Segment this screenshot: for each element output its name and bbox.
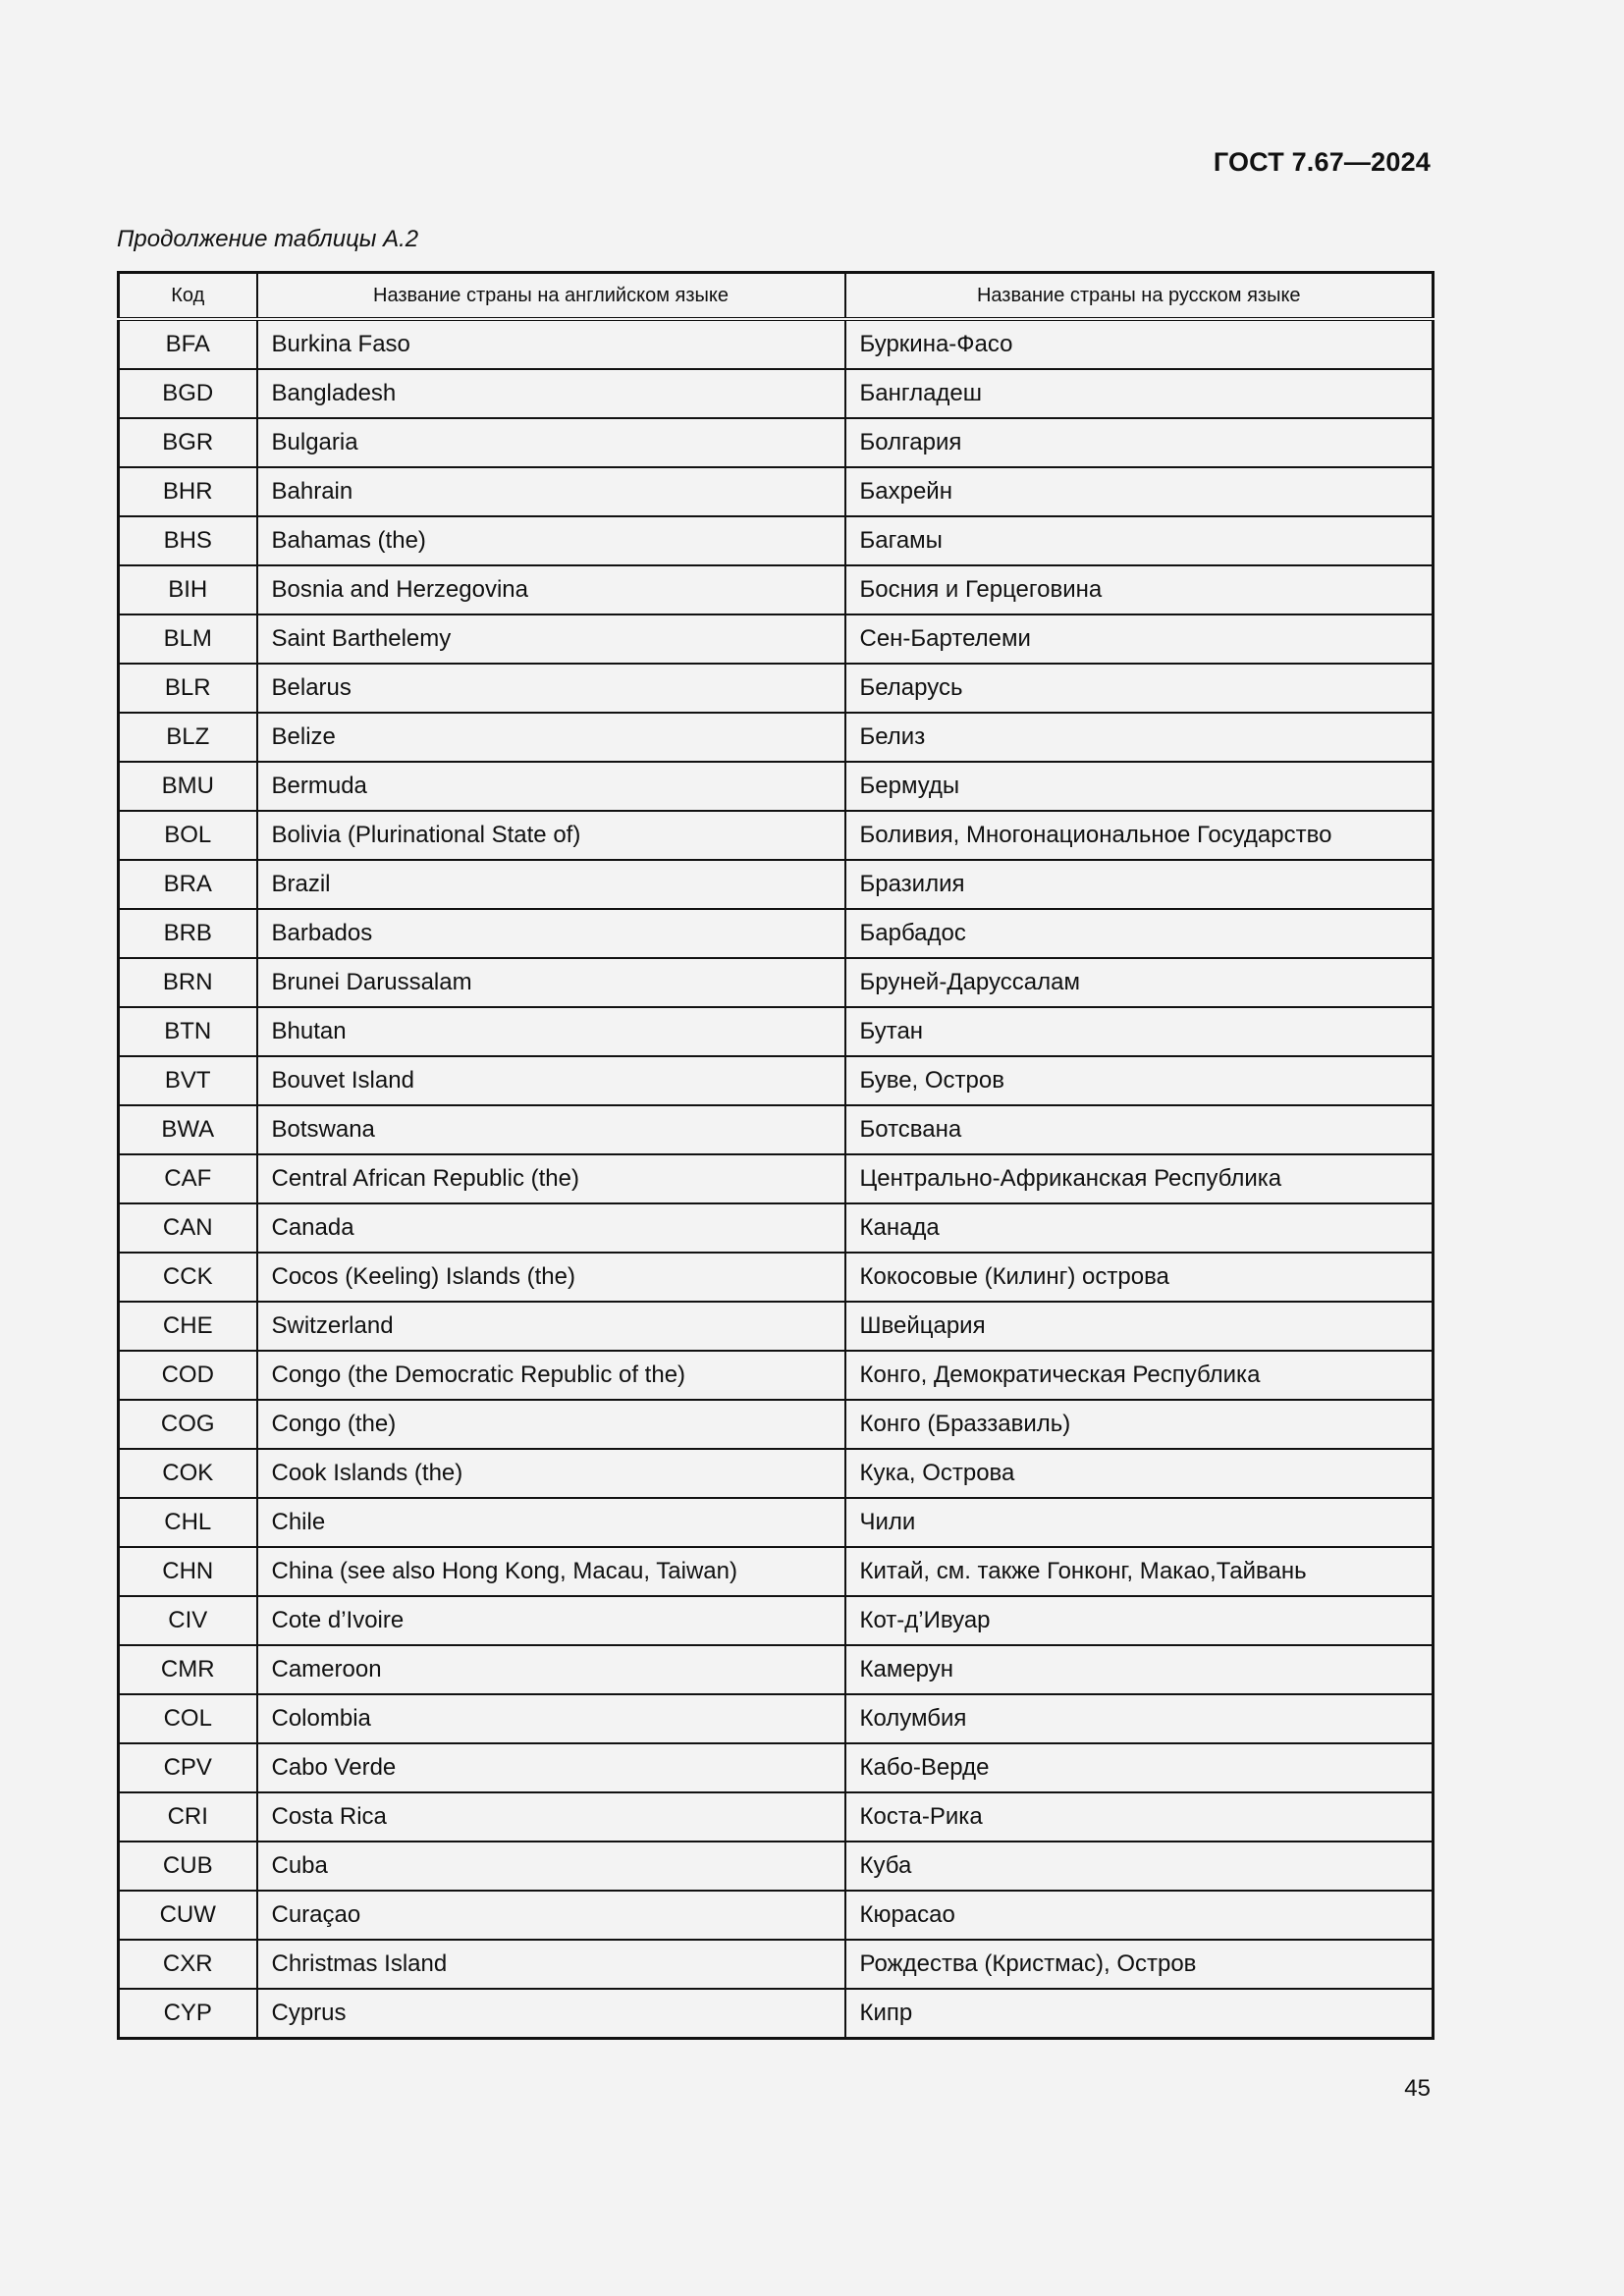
cell-code: BRN <box>119 958 257 1007</box>
cell-code: CIV <box>119 1596 257 1645</box>
table-row <box>119 1056 1434 1105</box>
cell-english-name: Belarus <box>257 664 845 713</box>
cell-russian-name: Бермуды <box>845 762 1434 811</box>
cell-russian-name: Кабо-Верде <box>845 1743 1434 1792</box>
cell-code: CPV <box>119 1743 257 1792</box>
cell-code: CMR <box>119 1645 257 1694</box>
cell-code: BGR <box>119 418 257 467</box>
table-row <box>119 664 1434 713</box>
table-header-row <box>119 273 1434 320</box>
cell-english-name: Bhutan <box>257 1007 845 1056</box>
table-row <box>119 1154 1434 1203</box>
cell-code: BRA <box>119 860 257 909</box>
cell-russian-name: Швейцария <box>845 1302 1434 1351</box>
cell-code: CAN <box>119 1203 257 1253</box>
column-header-code: Код <box>119 273 257 320</box>
table-row <box>119 1547 1434 1596</box>
cell-english-name: Cocos (Keeling) Islands (the) <box>257 1253 845 1302</box>
cell-russian-name: Кокосовые (Килинг) острова <box>845 1253 1434 1302</box>
cell-english-name: Saint Barthelemy <box>257 614 845 664</box>
cell-russian-name: Куба <box>845 1842 1434 1891</box>
cell-english-name: Colombia <box>257 1694 845 1743</box>
table-row <box>119 1498 1434 1547</box>
cell-russian-name: Белиз <box>845 713 1434 762</box>
table-row <box>119 1351 1434 1400</box>
cell-russian-name: Сен-Бартелеми <box>845 614 1434 664</box>
table-row <box>119 1203 1434 1253</box>
cell-english-name: China (see also Hong Kong, Macau, Taiwan) <box>257 1547 845 1596</box>
cell-russian-name: Китай, см. также Гонконг, Макао,Тайвань <box>845 1547 1434 1596</box>
table-row <box>119 1891 1434 1940</box>
cell-russian-name: Буве, Остров <box>845 1056 1434 1105</box>
table-row <box>119 516 1434 565</box>
cell-english-name: Chile <box>257 1498 845 1547</box>
table-row <box>119 1449 1434 1498</box>
cell-russian-name: Конго (Браззавиль) <box>845 1400 1434 1449</box>
cell-english-name: Botswana <box>257 1105 845 1154</box>
cell-russian-name: Кука, Острова <box>845 1449 1434 1498</box>
cell-code: BHR <box>119 467 257 516</box>
table-caption: Продолжение таблицы А.2 <box>117 226 419 252</box>
cell-code: BHS <box>119 516 257 565</box>
table-row <box>119 713 1434 762</box>
document-standard-number: ГОСТ 7.67—2024 <box>1213 147 1431 177</box>
cell-english-name: Cameroon <box>257 1645 845 1694</box>
cell-english-name: Switzerland <box>257 1302 845 1351</box>
cell-russian-name: Босния и Герцеговина <box>845 565 1434 614</box>
cell-code: BLR <box>119 664 257 713</box>
cell-english-name: Bosnia and Herzegovina <box>257 565 845 614</box>
table-row <box>119 1842 1434 1891</box>
cell-code: COD <box>119 1351 257 1400</box>
cell-english-name: Cabo Verde <box>257 1743 845 1792</box>
cell-code: BOL <box>119 811 257 860</box>
cell-english-name: Central African Republic (the) <box>257 1154 845 1203</box>
cell-russian-name: Кипр <box>845 1989 1434 2039</box>
cell-russian-name: Бахрейн <box>845 467 1434 516</box>
table-row <box>119 319 1434 369</box>
cell-english-name: Cote d’Ivoire <box>257 1596 845 1645</box>
table-row <box>119 565 1434 614</box>
cell-russian-name: Канада <box>845 1203 1434 1253</box>
cell-code: CXR <box>119 1940 257 1989</box>
cell-english-name: Belize <box>257 713 845 762</box>
cell-russian-name: Чили <box>845 1498 1434 1547</box>
cell-russian-name: Барбадос <box>845 909 1434 958</box>
table-row <box>119 1694 1434 1743</box>
table-row <box>119 418 1434 467</box>
cell-english-name: Curaçao <box>257 1891 845 1940</box>
cell-english-name: Bahamas (the) <box>257 516 845 565</box>
cell-english-name: Bangladesh <box>257 369 845 418</box>
cell-russian-name: Боливия, Многонациональное Государство <box>845 811 1434 860</box>
cell-russian-name: Коста-Рика <box>845 1792 1434 1842</box>
cell-code: BRB <box>119 909 257 958</box>
cell-english-name: Brazil <box>257 860 845 909</box>
cell-english-name: Cuba <box>257 1842 845 1891</box>
cell-code: CHE <box>119 1302 257 1351</box>
cell-english-name: Bolivia (Plurinational State of) <box>257 811 845 860</box>
cell-code: BWA <box>119 1105 257 1154</box>
cell-russian-name: Бразилия <box>845 860 1434 909</box>
cell-russian-name: Рождества (Кристмас), Остров <box>845 1940 1434 1989</box>
cell-code: BLM <box>119 614 257 664</box>
cell-russian-name: Центрально-Африканская Республика <box>845 1154 1434 1203</box>
table-row <box>119 1400 1434 1449</box>
cell-code: COL <box>119 1694 257 1743</box>
cell-english-name: Bahrain <box>257 467 845 516</box>
cell-code: BTN <box>119 1007 257 1056</box>
cell-code: CRI <box>119 1792 257 1842</box>
cell-russian-name: Бруней-Даруссалам <box>845 958 1434 1007</box>
cell-english-name: Canada <box>257 1203 845 1253</box>
cell-english-name: Congo (the) <box>257 1400 845 1449</box>
cell-russian-name: Кот-д’Ивуар <box>845 1596 1434 1645</box>
cell-english-name: Bermuda <box>257 762 845 811</box>
cell-russian-name: Конго, Демократическая Республика <box>845 1351 1434 1400</box>
page-number: 45 <box>1404 2075 1431 2102</box>
cell-code: CUW <box>119 1891 257 1940</box>
cell-russian-name: Кюрасао <box>845 1891 1434 1940</box>
cell-russian-name: Ботсвана <box>845 1105 1434 1154</box>
table-row <box>119 1253 1434 1302</box>
cell-russian-name: Камерун <box>845 1645 1434 1694</box>
cell-russian-name: Болгария <box>845 418 1434 467</box>
cell-code: COG <box>119 1400 257 1449</box>
cell-russian-name: Беларусь <box>845 664 1434 713</box>
cell-russian-name: Буркина-Фасо <box>845 319 1434 369</box>
cell-russian-name: Багамы <box>845 516 1434 565</box>
column-header-russian-name: Название страны на русском языке <box>845 273 1434 320</box>
cell-english-name: Bouvet Island <box>257 1056 845 1105</box>
column-header-english-name: Название страны на английском языке <box>257 273 845 320</box>
cell-code: CHN <box>119 1547 257 1596</box>
cell-code: CCK <box>119 1253 257 1302</box>
cell-code: BVT <box>119 1056 257 1105</box>
cell-code: COK <box>119 1449 257 1498</box>
cell-english-name: Burkina Faso <box>257 319 845 369</box>
table-body <box>119 319 1434 2039</box>
table-row <box>119 909 1434 958</box>
cell-english-name: Costa Rica <box>257 1792 845 1842</box>
table-row <box>119 1302 1434 1351</box>
table-row <box>119 1792 1434 1842</box>
cell-code: BGD <box>119 369 257 418</box>
cell-english-name: Congo (the Democratic Republic of the) <box>257 1351 845 1400</box>
table-row <box>119 1743 1434 1792</box>
cell-english-name: Cyprus <box>257 1989 845 2039</box>
cell-russian-name: Бангладеш <box>845 369 1434 418</box>
cell-russian-name: Бутан <box>845 1007 1434 1056</box>
table-row <box>119 860 1434 909</box>
cell-english-name: Brunei Darussalam <box>257 958 845 1007</box>
cell-code: CAF <box>119 1154 257 1203</box>
table-row <box>119 1007 1434 1056</box>
table-row <box>119 1940 1434 1989</box>
cell-code: BIH <box>119 565 257 614</box>
table-row <box>119 811 1434 860</box>
table-row <box>119 1596 1434 1645</box>
cell-english-name: Bulgaria <box>257 418 845 467</box>
table-row <box>119 369 1434 418</box>
cell-code: BMU <box>119 762 257 811</box>
cell-code: CUB <box>119 1842 257 1891</box>
table-row <box>119 1989 1434 2039</box>
cell-code: CHL <box>119 1498 257 1547</box>
table-row <box>119 762 1434 811</box>
cell-code: BFA <box>119 319 257 369</box>
cell-code: CYP <box>119 1989 257 2039</box>
cell-russian-name: Колумбия <box>845 1694 1434 1743</box>
table-row <box>119 1645 1434 1694</box>
country-codes-table <box>117 271 1435 2040</box>
table-row <box>119 1105 1434 1154</box>
table-row <box>119 467 1434 516</box>
cell-english-name: Barbados <box>257 909 845 958</box>
cell-english-name: Christmas Island <box>257 1940 845 1989</box>
table-row <box>119 614 1434 664</box>
cell-english-name: Cook Islands (the) <box>257 1449 845 1498</box>
table-row <box>119 958 1434 1007</box>
cell-code: BLZ <box>119 713 257 762</box>
